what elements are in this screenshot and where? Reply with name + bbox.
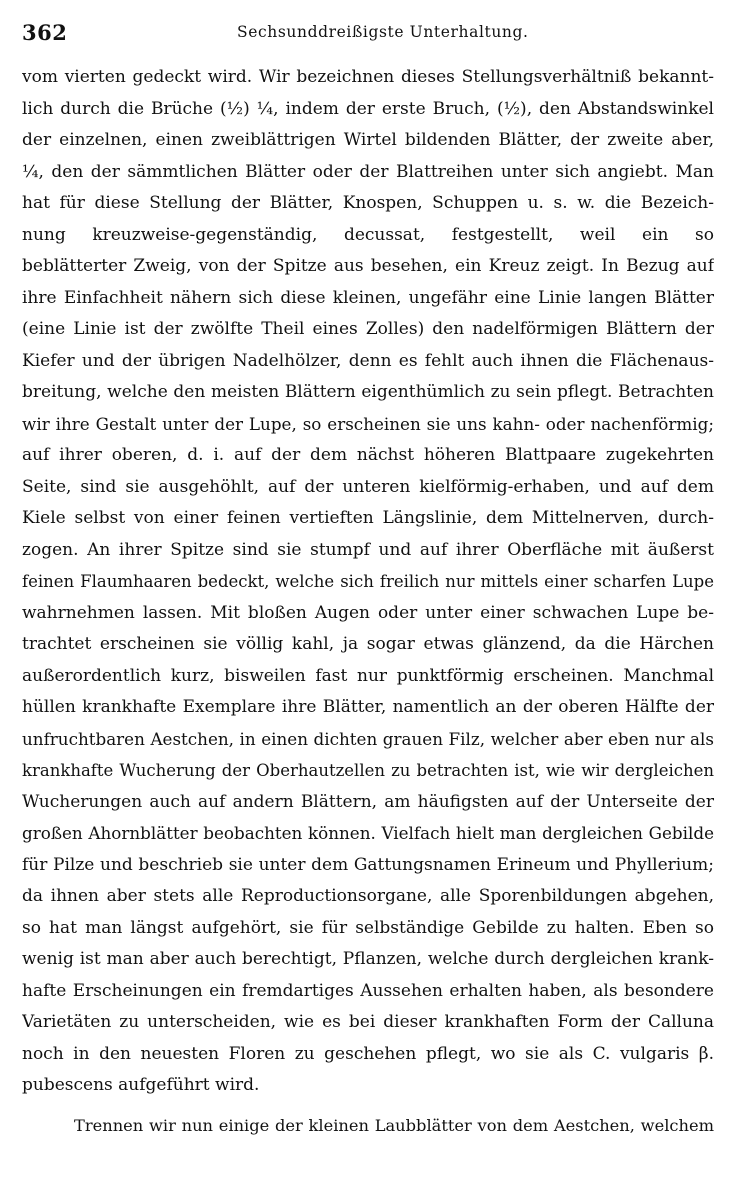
text-line: großen Ahornblätter beobachten können. Vielfach hielt man dergleichen Gebilde [22,823,714,843]
text-line: Seite, sind sie ausgehöhlt, auf der unteren kielförmig-erhaben, und auf dem [22,476,714,497]
text-line: hafte Erscheinungen ein fremdartiges Aussehen erhalten haben, als besondere [22,980,714,1001]
text-line: nung kreuzweise-gegenständig, decussat, festgestellt, weil ein so [22,224,714,245]
text-line: auf ihrer oberen, d. i. auf der dem nächst höheren Blattpaare zugekehrten [22,445,714,465]
text-line: ihre Einfachheit nähern sich diese kleinen, ungefähr eine Linie langen Blätter [22,287,714,308]
page-header [22,20,712,50]
text-line: wahrnehmen lassen. Mit bloßen Augen oder unter einer schwachen Lupe be- [22,602,714,623]
text-line: der einzelnen, einen zweiblättrigen Wirtel bildenden Blätter, der zweite aber, [22,130,714,150]
text-line: vom vierten gedeckt wird. Wir bezeichnen dieses Stellungsverhältniß bekannt- [22,67,714,87]
text-line: Varietäten zu unterscheiden, wie es bei dieser krankhaften Form der Calluna [22,1012,714,1032]
text-line: beblätterter Zweig, von der Spitze aus besehen, ein Kreuz zeigt. In Bezug auf [22,256,714,276]
text-line: hat für diese Stellung der Blätter, Knospen, Schuppen u. s. w. die Bezeich- [22,193,714,213]
text-line: so hat man längst aufgehört, sie für selbständige Gebilde zu halten. Eben so [22,917,714,938]
running-title: Sechsunddreißigste Unterhaltung. [237,23,529,41]
text-line: Wucherungen auch auf andern Blättern, am häufigsten auf der Unterseite der [22,791,714,812]
text-line: noch in den neuesten Floren zu geschehen pflegt, wo sie als C. vulgaris β. [22,1043,714,1064]
text-line: Kiele selbst von einer feinen vertieften Längslinie, dem Mittelnerven, durch- [22,508,714,528]
text-line: unfruchtbaren Aestchen, in einen dichten grauen Filz, welcher aber eben nur als [22,728,714,749]
body-text [22,62,714,1141]
text-line: außerordentlich kurz, bisweilen fast nur punktförmig erscheinen. Manchmal [22,665,714,686]
text-line: hüllen krankhafte Exemplare ihre Blätter, namentlich an der oberen Hälfte der [22,697,714,717]
text-line: lich durch die Brüche (½) ¼, indem der erste Bruch, (½), den Abstandswinkel [22,98,714,119]
text-line: krankhafte Wucherung der Oberhautzellen zu betrachten ist, wie wir dergleichen [22,761,714,780]
text-line: pubescens aufgeführt wird. [22,1075,260,1095]
text-line: für Pilze und beschrieb sie unter dem Gattungsnamen Erineum und Phyllerium; [22,854,714,875]
text-line: ¼, den der sämmtlichen Blätter oder der Blattreihen unter sich angiebt. Man [22,161,714,182]
text-line: zogen. An ihrer Spitze sind sie stumpf und auf ihrer Oberfläche mit äußerst [22,539,714,560]
text-line: (eine Linie ist der zwölfte Theil eines Zolles) den nadelförmigen Blättern der [22,319,714,339]
text-line: wir ihre Gestalt unter der Lupe, so erscheinen sie uns kahn- oder nachenförmig; [22,413,714,434]
text-line: da ihnen aber stets alle Reproductionsorgane, alle Sporenbildungen abgehen, [22,886,714,906]
text-line: trachtet erscheinen sie völlig kahl, ja sogar etwas glänzend, da die Härchen [22,634,714,654]
text-line: wenig ist man aber auch berechtigt, Pflanzen, welche durch dergleichen krank- [22,949,714,969]
text-line: feinen Flaumhaaren bedeckt, welche sich freilich nur mittels einer scharfen Lupe [22,572,714,591]
text-line: breitung, welche den meisten Blättern eigenthümlich zu sein pflegt. Betrachten [22,382,714,402]
text-line: Trennen wir nun einige der kleinen Laubblätter von dem Aestchen, welchem [74,1115,714,1135]
page-number: 362 [22,20,68,45]
text-line: Kiefer und der übrigen Nadelhölzer, denn es fehlt auch ihnen die Flächenaus- [22,350,714,371]
